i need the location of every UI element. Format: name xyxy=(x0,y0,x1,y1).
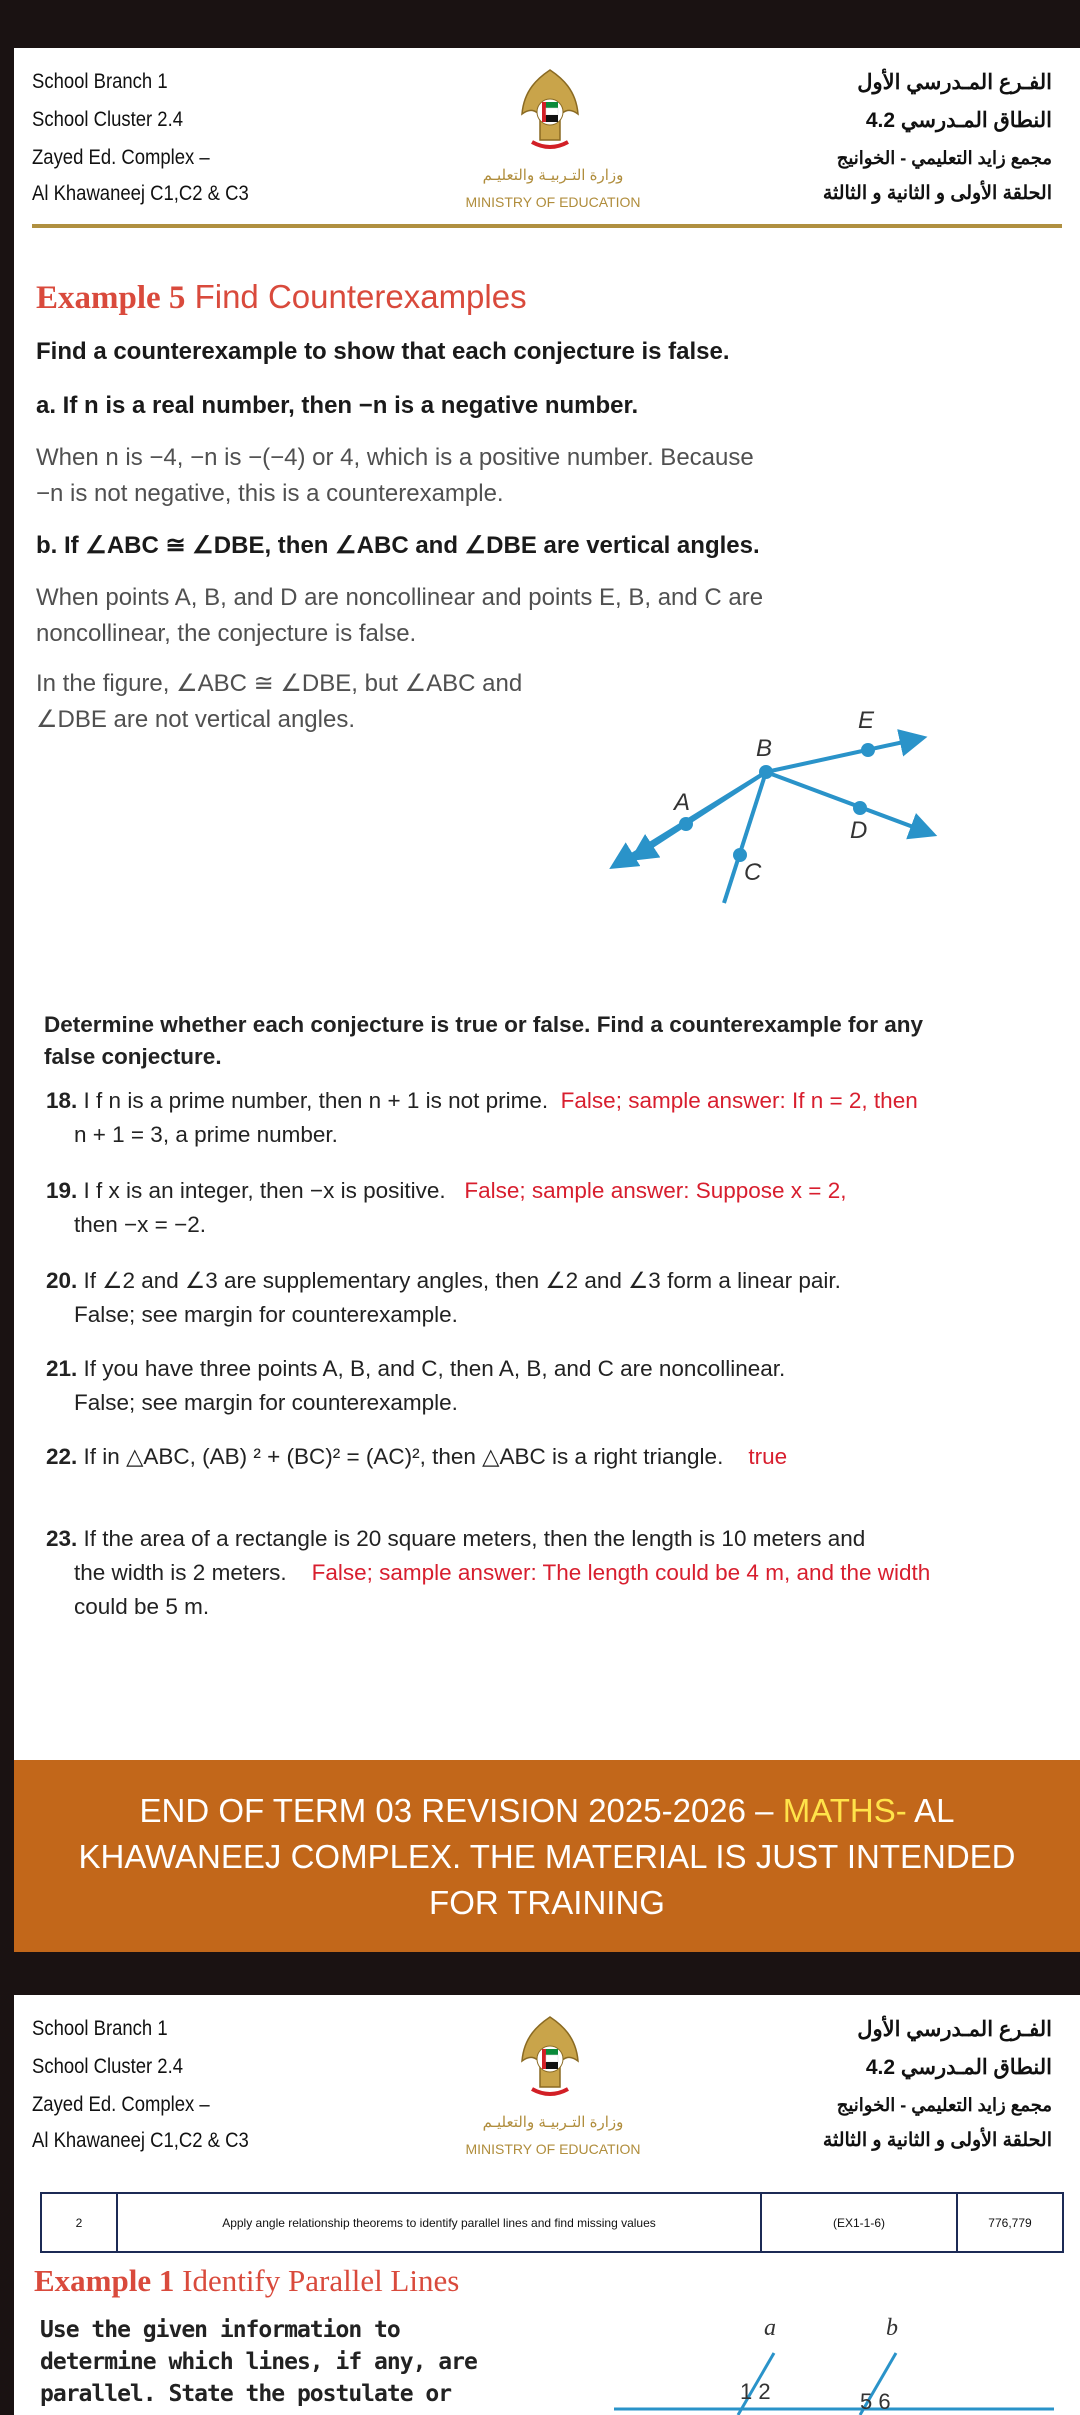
complex-name: Zayed Ed. Complex – xyxy=(32,146,210,169)
exercise-number: 23. xyxy=(46,1526,78,1551)
school-branch: School Branch 1 xyxy=(32,70,168,93)
school-cluster: School Cluster 2.4 xyxy=(32,108,184,131)
arabic-branch: الفـرع المـدرسي الأول xyxy=(857,2018,1052,2041)
part-b-line-1: When points A, B, and D are noncollinear and points E, B, and C are xyxy=(36,584,764,611)
example-line-3: parallel. State the postulate or xyxy=(40,2381,452,2407)
objective-table xyxy=(40,2192,1064,2253)
exercise-instruction-1: Determine whether each conjecture is true or false. Find a counterexample for any xyxy=(44,1012,924,1037)
worksheet-page-1 xyxy=(14,48,1080,1760)
arabic-complex: مجمع زايد التعليمي - الخوانيج xyxy=(836,2095,1052,2115)
exercise-text: If the area of a rectangle is 20 square meters, then the length is 10 meters and xyxy=(83,1526,866,1551)
exercise-text: If you have three points A, B, and C, then A, B, and C are noncollinear. xyxy=(83,1356,786,1381)
example-heading xyxy=(36,278,527,317)
uae-emblem-icon xyxy=(518,2011,582,2101)
example-line-1: Use the given information to xyxy=(40,2317,400,2343)
label-b: b xyxy=(886,2315,898,2341)
exercise-number: 22. xyxy=(46,1444,78,1469)
table-cell-exercises: (EX1-1-6) xyxy=(762,2194,958,2251)
point-e xyxy=(861,743,875,757)
banner-subject: MATHS- xyxy=(782,1792,907,1829)
ministry-arabic: وزارة التـربيـة والتعليـم xyxy=(482,2114,624,2131)
exercise-21 xyxy=(46,1352,1046,1385)
part-b-line-2: noncollinear, the conjecture is false. xyxy=(36,620,417,647)
example-intro: Find a counterexample to show that each conjecture is false. xyxy=(36,338,730,365)
exercise-number: 21. xyxy=(46,1356,78,1381)
worksheet-page-2 xyxy=(14,1995,1080,2415)
exercise-19-answer-cont: then −x = −2. xyxy=(74,1212,206,1237)
part-a-line-2: −n is not negative, this is a counterexample. xyxy=(36,480,504,507)
complex-name: Zayed Ed. Complex – xyxy=(32,2093,210,2116)
exercise-number: 18. xyxy=(46,1088,78,1113)
exercise-answer: False; sample answer: If n = 2, then xyxy=(560,1088,918,1113)
example-title: Identify Parallel Lines xyxy=(182,2263,460,2298)
ministry-english: MINISTRY OF EDUCATION xyxy=(465,2141,641,2157)
banner-text: AL xyxy=(906,1792,955,1829)
exercise-19 xyxy=(46,1174,1046,1207)
point-d xyxy=(853,801,867,815)
example-heading xyxy=(34,2263,459,2299)
example-line-2: determine which lines, if any, are xyxy=(40,2349,477,2375)
exercise-text: If in △ABC, (AB) ² + (BC)² = (AC)², then △ABC is a right triangle. xyxy=(83,1444,724,1469)
parallel-lines-figure xyxy=(614,2313,1054,2415)
exercise-21-answer: False; see margin for counterexample. xyxy=(74,1390,458,1415)
exercise-20 xyxy=(46,1264,1046,1297)
exercise-text: I f n is a prime number, then n + 1 is not prime. xyxy=(83,1088,549,1113)
banner-dash: – xyxy=(746,1792,783,1829)
school-cluster: School Cluster 2.4 xyxy=(32,2055,184,2078)
arabic-complex: مجمع زايد التعليمي - الخوانيج xyxy=(836,148,1052,168)
exercise-23 xyxy=(46,1522,1046,1555)
angle-labels-5-6: 5 6 xyxy=(860,2389,891,2414)
example-number: Example 1 xyxy=(34,2263,175,2298)
angle-labels-1-2: 1 2 xyxy=(740,2379,771,2404)
exercise-22 xyxy=(46,1440,1046,1473)
campus-name: Al Khawaneej C1,C2 & C3 xyxy=(32,182,249,205)
ministry-arabic: وزارة التـربيـة والتعليـم xyxy=(482,167,624,184)
revision-banner xyxy=(14,1760,1080,1952)
example-title: Find Counterexamples xyxy=(194,278,527,315)
table-cell-pages: 776,779 xyxy=(988,2215,1032,2230)
part-a-line-1: When n is −4, −n is −(−4) or 4, which is a positive number. Because xyxy=(36,444,754,471)
part-b-statement: b. If ∠ABC ≅ ∠DBE, then ∠ABC and ∠DBE are vertical angles. xyxy=(36,532,760,559)
exercise-instruction-2: false conjecture. xyxy=(44,1044,222,1069)
exercise-20-answer: False; see margin for counterexample. xyxy=(74,1302,458,1327)
uae-emblem-icon xyxy=(518,64,582,154)
point-a xyxy=(679,817,693,831)
part-a-statement: a. If n is a real number, then −n is a negative number. xyxy=(36,392,639,419)
ray-be xyxy=(766,738,922,772)
exercise-answer: False; sample answer: Suppose x = 2, xyxy=(464,1178,847,1203)
exercise-23-answer-cont: could be 5 m. xyxy=(74,1594,210,1619)
page-header xyxy=(14,48,1080,244)
label-c: C xyxy=(744,859,762,886)
banner-text: REVISION xyxy=(412,1792,589,1829)
banner-line-1 xyxy=(14,1788,1080,1834)
exercise-number: 19. xyxy=(46,1178,78,1203)
table-cell-number: 2 xyxy=(42,2194,118,2251)
banner-text: END OF TERM xyxy=(139,1792,376,1829)
label-a: a xyxy=(764,2315,776,2341)
campus-name: Al Khawaneej C1,C2 & C3 xyxy=(32,2129,249,2152)
school-branch: School Branch 1 xyxy=(32,2017,168,2040)
arabic-branch: الفـرع المـدرسي الأول xyxy=(857,71,1052,94)
label-e: E xyxy=(858,707,875,734)
header-rule xyxy=(32,224,1062,228)
exercise-answer: true xyxy=(748,1444,788,1469)
exercise-text: I f x is an integer, then −x is positive. xyxy=(83,1178,446,1203)
arabic-cycles: الحلقة الأولى و الثانية و الثالثة xyxy=(822,2130,1052,2151)
label-b: B xyxy=(756,735,773,762)
figure-caption-2: ∠DBE are not vertical angles. xyxy=(36,706,355,733)
ray-ba xyxy=(634,772,766,858)
figure-caption-1: In the figure, ∠ABC ≅ ∠DBE, but ∠ABC and xyxy=(36,670,523,697)
table-cell-objective: Apply angle relationship theorems to identify parallel lines and find missing values xyxy=(118,2194,762,2251)
exercise-number: 20. xyxy=(46,1268,78,1293)
banner-line-2: KHAWANEEJ COMPLEX. THE MATERIAL IS JUST INTENDED xyxy=(78,1838,1016,1875)
banner-year: 2025-2026 xyxy=(588,1792,747,1829)
exercise-answer: False; sample answer: The length could be 4 m, and the width xyxy=(311,1560,931,1585)
arabic-cluster: النطاق المـدرسي 4.2 xyxy=(865,2056,1052,2079)
exercise-18 xyxy=(46,1084,1046,1117)
example-number: Example 5 xyxy=(36,280,186,316)
banner-term: 03 xyxy=(375,1792,413,1829)
exercise-23-line-2 xyxy=(74,1556,1074,1589)
page-header xyxy=(14,1995,1080,2191)
arabic-cluster: النطاق المـدرسي 4.2 xyxy=(865,109,1052,132)
label-d: D xyxy=(850,817,868,844)
arabic-cycles: الحلقة الأولى و الثانية و الثالثة xyxy=(822,183,1052,204)
ministry-english: MINISTRY OF EDUCATION xyxy=(465,194,641,210)
label-a: A xyxy=(674,789,691,816)
exercise-text: If ∠2 and ∠3 are supplementary angles, then ∠2 and ∠3 form a linear pair. xyxy=(83,1268,841,1293)
banner-line-3: FOR TRAINING xyxy=(429,1884,665,1921)
angle-figure xyxy=(614,648,944,908)
point-b xyxy=(759,765,773,779)
ray-bd xyxy=(766,772,932,834)
exercise-18-answer-cont: n + 1 = 3, a prime number. xyxy=(74,1122,338,1147)
exercise-text: the width is 2 meters. xyxy=(74,1560,287,1585)
